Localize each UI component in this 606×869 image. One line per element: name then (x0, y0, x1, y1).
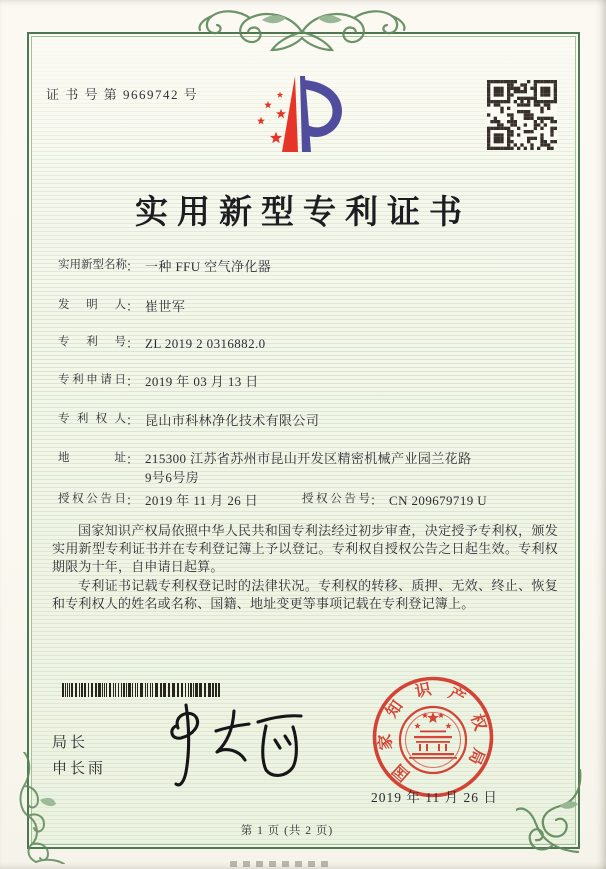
svg-text:国: 国 (389, 760, 414, 784)
field-label: 授权公告号 (302, 493, 370, 505)
official-seal (364, 666, 502, 804)
field-label: 授权公告日 (58, 493, 126, 505)
field-label: 地址 (58, 452, 126, 464)
certificate-title: 实用新型专利证书 (135, 195, 471, 231)
field-value-patentee: 昆山市科林净化技术有限公司 (145, 413, 320, 428)
field-row-inventor (58, 296, 185, 315)
page-edge-text-fragment (230, 861, 334, 867)
qr-code (487, 80, 557, 150)
label-colon: ： (370, 493, 384, 508)
label-colon: ： (126, 299, 140, 314)
field-row-grant (58, 490, 488, 509)
svg-text:局: 局 (464, 745, 487, 767)
field-value-utility-model-name: 一种 FFU 空气净化器 (145, 259, 272, 274)
field-row-filing-date (58, 371, 259, 390)
field-row-patent-number (58, 333, 266, 352)
field-label: 专利权人 (58, 413, 126, 425)
national-emblem-icon (400, 707, 466, 773)
page-indicator: 第 1 页 (共 2 页) (240, 825, 334, 837)
field-value-grant-number: CN 209679719 U (389, 493, 488, 508)
field-value-inventor: 崔世军 (145, 299, 186, 314)
label-colon: ： (126, 452, 140, 467)
field-value-address: 215300 江苏省苏州市昆山开发区精密机械产业园兰花路9号6号房 (145, 451, 472, 485)
field-value-grant-date: 2019 年 11 月 26 日 (145, 493, 259, 508)
field-label: 实用新型名称 (58, 259, 127, 271)
field-label: 专利申请日 (58, 374, 126, 386)
field-value-filing-date: 2019 年 03 月 13 日 (145, 374, 259, 389)
signer-name: 申长雨 (52, 761, 107, 777)
seal-date: 2019 年 11 月 26 日 (371, 790, 498, 805)
label-colon: ： (126, 493, 140, 508)
svg-text:知: 知 (383, 697, 407, 721)
svg-text:产: 产 (445, 684, 468, 708)
label-colon: ： (126, 374, 140, 389)
signer-role: 局长 (52, 735, 89, 751)
cnipa-patent-logo-icon (248, 74, 354, 160)
barcode (62, 683, 222, 697)
field-label: 专利号 (58, 336, 126, 348)
label-colon: ： (126, 413, 140, 428)
field-pair-grant-number (302, 490, 487, 509)
field-row-address (58, 449, 475, 487)
svg-text:权: 权 (467, 712, 489, 733)
svg-text:识: 识 (413, 681, 433, 702)
field-label: 发明人 (58, 299, 126, 311)
field-row-utility-model-name (58, 256, 271, 275)
certificate-number: 证 书 号 第 9669742 号 (46, 87, 199, 102)
director-signature (150, 698, 310, 793)
field-row-patentee (58, 410, 319, 429)
legal-text-block (52, 522, 558, 613)
svg-text:家: 家 (376, 733, 396, 751)
label-colon: ： (126, 336, 140, 351)
field-value-patent-number: ZL 2019 2 0316882.0 (145, 336, 266, 351)
label-colon: ： (126, 259, 140, 274)
legal-paragraph-2: 专利证书记载专利权登记时的法律状况。专利权的转移、质押、无效、终止、恢复和专利权人的姓名或名称、国籍、地址变更等事项记载在专利登记簿上。 (52, 577, 558, 611)
legal-paragraph-1: 国家知识产权局依照中华人民共和国专利法经过初步审查，决定授予专利权，颁发实用新型专利证书并在专利登记簿上予以登记。专利权自授权公告之日起生效。专利权期限为十年，自申请日起算。 (52, 523, 558, 575)
